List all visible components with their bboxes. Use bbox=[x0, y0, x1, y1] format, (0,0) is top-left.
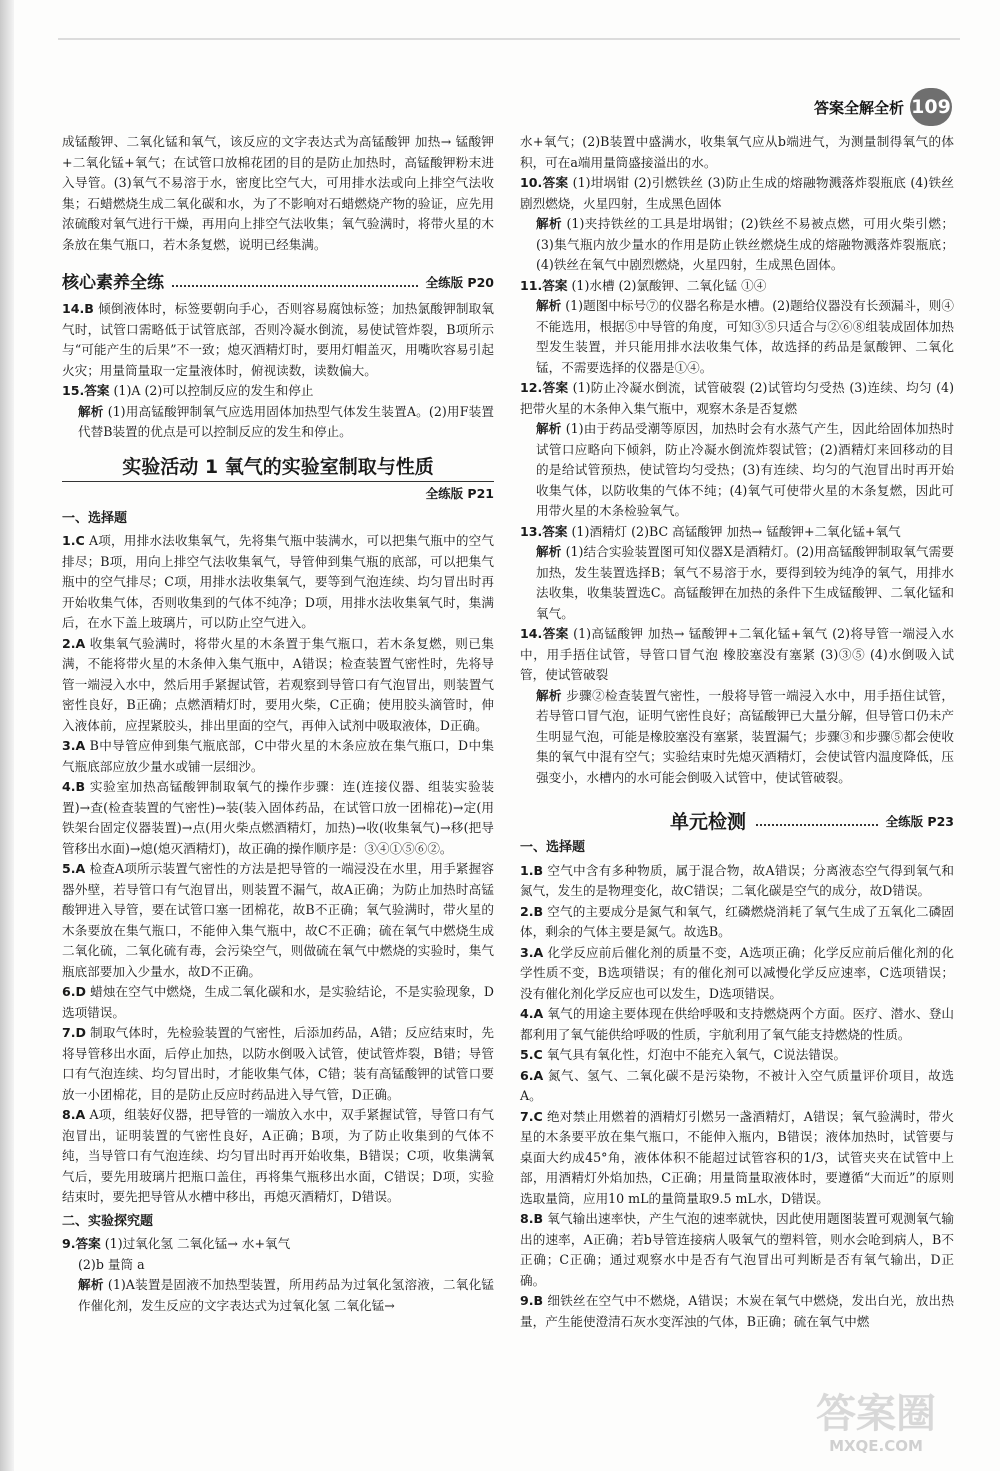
answer-item bbox=[62, 381, 494, 402]
answer-item bbox=[62, 531, 494, 634]
header-title: 答案全解全析 bbox=[813, 98, 904, 117]
continued-text: 成锰酸钾、二氧化锰和氧气，该反应的文字表达式为高锰酸钾 加热→ 锰酸钾+二氧化锰+氧气；在试管口放棉花团的目的是防止加热时，高锰酸钾粉末进入导管。(3)氧气不易溶于水，密度比空气大，可用排水法或向上排空气法收集；石蜡燃烧生成二氧化碳和水，为了不影响对石蜡燃烧产物的验证，应先用浓硫酸对氧气进行干燥，再用向上排空气法收集；氧气验满时，将带火星的木条放在集气瓶口，若木条复燃，说明已经集满。 bbox=[62, 134, 494, 252]
left-column bbox=[62, 132, 494, 1316]
item-number: 6.A bbox=[520, 1067, 544, 1083]
item-text: 倾倒液体时，标签要朝向手心，否则容易腐蚀标签；加热氯酸钾制取氧气时，试管口需略低于试管底部，否则冷凝水倒流，易使试管炸裂，B项所示与“可能产生的后果”不一致；熄灭酒精灯时，要用灯帽盖灭，用嘴吹容易引起火灾；用量筒量取一定量液体时，俯视读数，读数偏大。 bbox=[62, 301, 494, 378]
answer-item bbox=[520, 378, 954, 419]
item-number: 9.答案 bbox=[62, 1236, 101, 1251]
item-number: 8.B bbox=[520, 1211, 544, 1226]
subsection-title: 二、实验探究题 bbox=[62, 1213, 154, 1229]
item-number: 13.答案 bbox=[520, 523, 568, 539]
watermark-text: 答案圈 bbox=[816, 1391, 936, 1437]
section-header-core bbox=[62, 267, 494, 293]
answer-item-line: (2)b 量筒 a bbox=[78, 1256, 145, 1272]
item-text: (1)高锰酸钾 加热→ 锰酸钾+二氧化锰+氧气 (2)将导管一端浸入水中，用手捂住试管，导管口冒气泡 橡胶塞没有塞紧 (3)③⑤ (4)水倒吸入试管，使试管破裂 bbox=[520, 626, 954, 682]
item-text: B中导管应伸到集气瓶底部，C中带火星的木条应放在集气瓶口，D中集气瓶底部应放少量水或铺一层细沙。 bbox=[62, 738, 494, 774]
item-number: 14.B bbox=[62, 301, 94, 316]
item-text: (1)坩埚钳 (2)引燃铁丝 (3)防止生成的熔融物溅落炸裂瓶底 (4)铁丝剧烈燃烧，火星四射，生成黑色固体 bbox=[520, 175, 954, 211]
analysis-label: 解析 bbox=[78, 403, 104, 419]
answer-item bbox=[520, 1004, 954, 1045]
analysis-label: 解析 bbox=[78, 1277, 104, 1292]
answer-item bbox=[520, 1107, 954, 1210]
item-number: 1.B bbox=[520, 862, 544, 878]
item-number: 12.答案 bbox=[520, 380, 569, 395]
analysis-text: (1)题图中标号⑦的仪器名称是水槽。(2)题给仪器没有长颈漏斗，则④不能选用，根据⑤中导管的角度，可知③⑤只适合与②⑥⑧组装成固体加热型发生装置，并只能用排水法收集气体，故选择的药品是氯酸钾、二氧化锰，不需要选择的仪器是①④。 bbox=[536, 298, 954, 375]
unit-title: 单元检测 bbox=[670, 810, 747, 833]
right-column bbox=[520, 132, 954, 1332]
answer-item bbox=[520, 1291, 954, 1332]
item-text: 制取气体时，先检验装置的气密性，后添加药品，A错；反应结束时，先将导管移出水面，后停止加热，以防水倒吸入试管，使试管炸裂，B错；导管口有气泡连续、均匀冒出时，才能收集气体，C错；装有高锰酸钾的试管口要放一小团棉花，目的是防止反应时药品进入导气管，D正确。 bbox=[62, 1025, 494, 1102]
item-text: (1)酒精灯 (2)BC 高锰酸钾 加热→ 锰酸钾+二氧化锰+氧气 bbox=[571, 523, 901, 539]
item-text: 空气的主要成分是氮气和氧气，红磷燃烧消耗了氧气生成了五氧化二磷固体，剩余的气体主要是氮气。故选B。 bbox=[520, 903, 954, 939]
item-text: (1)A (2)可以控制反应的发生和停止 bbox=[113, 383, 314, 398]
answer-item bbox=[62, 1105, 494, 1208]
analysis-text: (1)夹持铁丝的工具是坩埚钳；(2)铁丝不易被点燃，可用火柴引燃；(3)集气瓶内放少量水的作用是防止铁丝燃烧生成的熔融物溅落炸裂瓶底；(4)铁丝在氧气中剧烈燃烧，火星四射，生成黑色固体。 bbox=[536, 216, 954, 272]
analysis-block bbox=[62, 1275, 494, 1316]
analysis-label: 解析 bbox=[536, 298, 562, 313]
analysis-block bbox=[520, 542, 954, 624]
analysis-label: 解析 bbox=[536, 216, 563, 231]
dotted-leader bbox=[756, 824, 878, 826]
answer-item bbox=[62, 634, 494, 737]
item-number: 9.B bbox=[520, 1293, 544, 1308]
answer-item bbox=[62, 859, 494, 982]
answer-item bbox=[62, 1023, 494, 1105]
item-number: 2.A bbox=[62, 635, 86, 651]
answer-item bbox=[520, 624, 954, 686]
analysis-label: 解析 bbox=[536, 421, 562, 436]
analysis-text: 步骤②检查装置气密性，一般将导管一端浸入水中，用手捂住试管，若导管口冒气泡，证明气密性良好；高锰酸钾已大量分解，但导管口仍未产生明显气泡，可能是橡胶塞没有塞紧，装置漏气；步骤③和步骤⑤都会使收集的氧气中混有空气；实验结束时先熄灭酒精灯，会使试管内温度降低，压强变小，水槽内的水可能会倒吸入试管中，使试管破裂。 bbox=[536, 687, 955, 785]
item-text: 收集氧气验满时，将带火星的木条置于集气瓶口，若木条复燃，则已集满，不能将带火星的木条伸入集气瓶中，A错误；检查装置气密性时，先将导管一端浸入水中，然后用手紧握试管，若观察到导管口有气泡冒出，则装置气密性良好，B正确；点燃酒精灯时，要用火柴，C正确；使用胶头滴管时，伸入液体前，应捏紧胶头，排出里面的空气，再伸入试剂中吸取液体，D正确。 bbox=[62, 635, 494, 733]
item-number: 11.答案 bbox=[520, 277, 568, 293]
item-number: 5.A bbox=[62, 861, 86, 876]
item-text: 空气中含有多种物质，属于混合物，故A错误；分离液态空气得到氧气和氮气，发生的是物理变化，故C错误；二氧化碳是空气的成分，故D错误。 bbox=[520, 862, 954, 898]
answer-item bbox=[520, 1209, 954, 1291]
analysis-block bbox=[520, 686, 954, 789]
section-edition: 全练版 P20 bbox=[425, 274, 494, 290]
page-header bbox=[814, 88, 952, 126]
item-text: 检查A项所示装置气密性的方法是把导管的一端浸没在水里，用手紧握容器外壁，若导管口有气泡冒出，则装置不漏气，故A正确；为防止加热时高锰酸钾进入导管，要在试管口塞一团棉花，故B不正确；氧气验满时，带火星的木条要放在集气瓶口，不能伸入集气瓶中，故C不正确；硫在氧气中燃烧生成二氧化硫，二氧化硫有毒，会污染空气，则做硫在氧气中燃烧的实验时，集气瓶底部要加入少量水，故D不正确。 bbox=[62, 861, 494, 979]
item-text: A项，用排水法收集氧气，先将集气瓶中装满水，可以把集气瓶中的空气排尽；B项，用向上排空气法收集氧气，导管伸到集气瓶的底部，可以把集气瓶中的空气排尽；C项，用排水法收集氧气，要等到气泡连续、均匀冒出时再开始收集气体，否则收集到的气体不纯净；D项，用排水法收集氧气时，集满后，在水下盖上玻璃片，可以防止空气进入。 bbox=[62, 533, 494, 630]
analysis-label: 解析 bbox=[536, 687, 562, 703]
item-text: 氧气具有氧化性，灯泡中不能充入氧气，C说法错误。 bbox=[546, 1047, 847, 1062]
item-number: 5.C bbox=[520, 1047, 543, 1062]
unit-test-header bbox=[520, 804, 954, 832]
analysis-block bbox=[62, 402, 494, 443]
analysis-text: (1)结合实验装置图可知仪器X是酒精灯。(2)用高锰酸钾制取氧气需要加热，发生装置选择B；氧气不易溶于水，要得到较为纯净的氧气，用排水法收集，收集装置选C。高锰酸钾在加热的条件下生成锰酸钾、二氧化锰和氧气。 bbox=[536, 544, 954, 621]
item-number: 15.答案 bbox=[62, 383, 110, 398]
answer-item bbox=[62, 736, 494, 777]
activity-title: 实验活动 1 氧气的实验室制取与性质 bbox=[62, 457, 494, 483]
answer-item bbox=[520, 861, 954, 902]
answer-item bbox=[520, 943, 954, 1005]
book-spine-shadow bbox=[0, 0, 14, 1471]
answer-item bbox=[520, 276, 954, 297]
analysis-text: (1)A装置是固液不加热型装置，所用药品为过氧化氢溶液，二氧化锰作催化剂，发生反应的文字表达式为过氧化氢 二氧化锰→ bbox=[78, 1277, 494, 1313]
item-number: 2.B bbox=[520, 903, 544, 919]
answer-item bbox=[62, 299, 494, 381]
answer-item bbox=[520, 522, 954, 543]
item-text: 氧气输出速率快，产生气泡的速率就快，因此使用题图装置可观测氧气输出的速率，A正确；若b导管连接病人吸氧气的塑料管，则水会呛到病人，B不正确；C正确；通过观察水中是否有气泡冒出可判断是否有氧气输出，D正确。 bbox=[520, 1211, 954, 1288]
item-text: (1)水槽 (2)氯酸钾、二氧化锰 ①④ bbox=[571, 277, 767, 293]
analysis-block bbox=[520, 214, 954, 276]
answer-item bbox=[62, 1234, 494, 1255]
item-text: A项，组装好仪器，把导管的一端放入水中，双手紧握试管，导管口有气泡冒出，证明装置的气密性良好，A正确；B项，为了防止收集到的气体不纯，当导管口有气泡连续、均匀冒出时再开始收集，B错误；C项，收集满氧气后，要先用玻璃片把瓶口盖住，再将集气瓶移出水面，C错误；D项，实验结束时，要先把导管从水槽中移出，再熄灭酒精灯，D错误。 bbox=[62, 1107, 494, 1204]
page-number: 109 bbox=[910, 88, 952, 126]
section-title: 核心素养全练 bbox=[62, 272, 164, 293]
item-number: 8.A bbox=[62, 1107, 86, 1122]
analysis-block bbox=[520, 419, 954, 522]
item-number: 7.D bbox=[62, 1025, 87, 1040]
answer-item bbox=[62, 982, 494, 1023]
continued-text: 水+氧气；(2)B装置中盛满水，收集氧气应从b端进气，为测量制得氧气的体积，可在a端用量筒盛接溢出的水。 bbox=[520, 134, 954, 170]
item-number: 4.B bbox=[62, 779, 86, 794]
answer-item bbox=[62, 777, 494, 859]
analysis-text: (1)用高锰酸钾制氧气应选用固体加热型气体发生装置A。(2)用F装置代替B装置的优点是可以控制反应的发生和停止。 bbox=[78, 403, 494, 439]
item-text: 化学反应前后催化剂的质量不变，A选项正确；化学反应前后催化剂的化学性质不变，B选项错误；有的催化剂可以减慢化学反应速率，C选项错误；没有催化剂化学反应也可以发生，D选项错误。 bbox=[520, 944, 954, 1001]
analysis-text: (1)由于药品受潮等原因，加热时会有水蒸气产生，因此给固体加热时试管口应略向下倾斜，防止冷凝水倒流炸裂试管；(2)酒精灯来回移动的目的是给试管预热，使试管均匀受热；(3)有连续、均匀的气泡冒出时再开始收集气体，以防收集的气体不纯；(4)氧气可使带火星的木条复燃，因此可用带火星的木条检验氧气。 bbox=[536, 421, 954, 518]
analysis-block bbox=[520, 296, 954, 378]
item-number: 3.A bbox=[520, 944, 544, 960]
answer-item bbox=[520, 173, 954, 214]
item-text: (1)过氧化氢 二氧化锰→ 水+氧气 bbox=[104, 1236, 291, 1251]
item-text: 氧气的用途主要体现在供给呼吸和支持燃烧两个方面。医疗、潜水、登山都利用了氧气能供给呼吸的性质，宇航利用了氧气能支持燃烧的性质。 bbox=[520, 1006, 954, 1042]
item-number: 3.A bbox=[62, 738, 86, 753]
answer-item bbox=[520, 902, 954, 943]
analysis-label: 解析 bbox=[536, 544, 562, 559]
unit-edition: 全练版 P23 bbox=[885, 813, 954, 829]
item-text: 实验室加热高锰酸钾制取氧气的操作步骤：连(连接仪器、组装实验装置)→查(检查装置的气密性)→装(装入固体药品，在试管口放一团棉花)→定(用铁架台固定仪器装置)→点(用火柴点燃酒精灯，加热)→收(收集氧气)→移(把导管移出水面)→熄(熄灭酒精灯)，故正确的操作顺序是：③④①⑤⑥②。 bbox=[62, 779, 494, 856]
item-text: 蜡烛在空气中燃烧，生成二氧化碳和水，是实验结论，不是实验现象，D选项错误。 bbox=[62, 984, 494, 1020]
subsection-title: 一、选择题 bbox=[62, 510, 128, 526]
item-number: 7.C bbox=[520, 1108, 543, 1124]
answer-item bbox=[520, 1066, 954, 1107]
item-number: 10.答案 bbox=[520, 175, 569, 190]
item-text: 细铁丝在空气中不燃烧，A错误；木炭在氧气中燃烧，发出白光，放出热量，产生能使澄清石灰水变浑浊的气体，B正确；硫在氧气中燃 bbox=[520, 1293, 954, 1329]
item-text: 绝对禁止用燃着的酒精灯引燃另一盏酒精灯，A错误；氧气验满时，带火星的木条要平放在集气瓶口，不能伸入瓶内，B错误；液体加热时，试管要与桌面大约成45°角，液体体积不能超过试管容积的1/3，试管夹夹在试管中上部，用酒精灯外焰加热，C正确；用量筒量取液体时，要遵循“大而近”的原则选取量筒，应用10 mL的量筒量取9.5 mL水，D错误。 bbox=[520, 1108, 954, 1206]
site-watermark bbox=[776, 1387, 976, 1457]
watermark-url: MXQE.COM bbox=[829, 1437, 923, 1455]
top-rule bbox=[58, 38, 960, 40]
item-text: 氮气、氢气、二氧化碳不是污染物，不被计入空气质量评价项目，故选A。 bbox=[520, 1067, 954, 1103]
item-number: 14.答案 bbox=[520, 626, 569, 641]
item-number: 1.C bbox=[62, 533, 85, 548]
item-text: (1)防止冷凝水倒流，试管破裂 (2)试管均匀受热 (3)连续、均匀 (4)把带火星的木条伸入集气瓶中，观察木条是否复燃 bbox=[520, 380, 954, 416]
dotted-leader bbox=[172, 285, 418, 287]
activity-edition: 全练版 P21 bbox=[425, 486, 494, 501]
item-number: 6.D bbox=[62, 984, 87, 999]
item-number: 4.A bbox=[520, 1006, 544, 1021]
subsection-title: 一、选择题 bbox=[520, 840, 586, 855]
answer-item bbox=[520, 1045, 954, 1066]
